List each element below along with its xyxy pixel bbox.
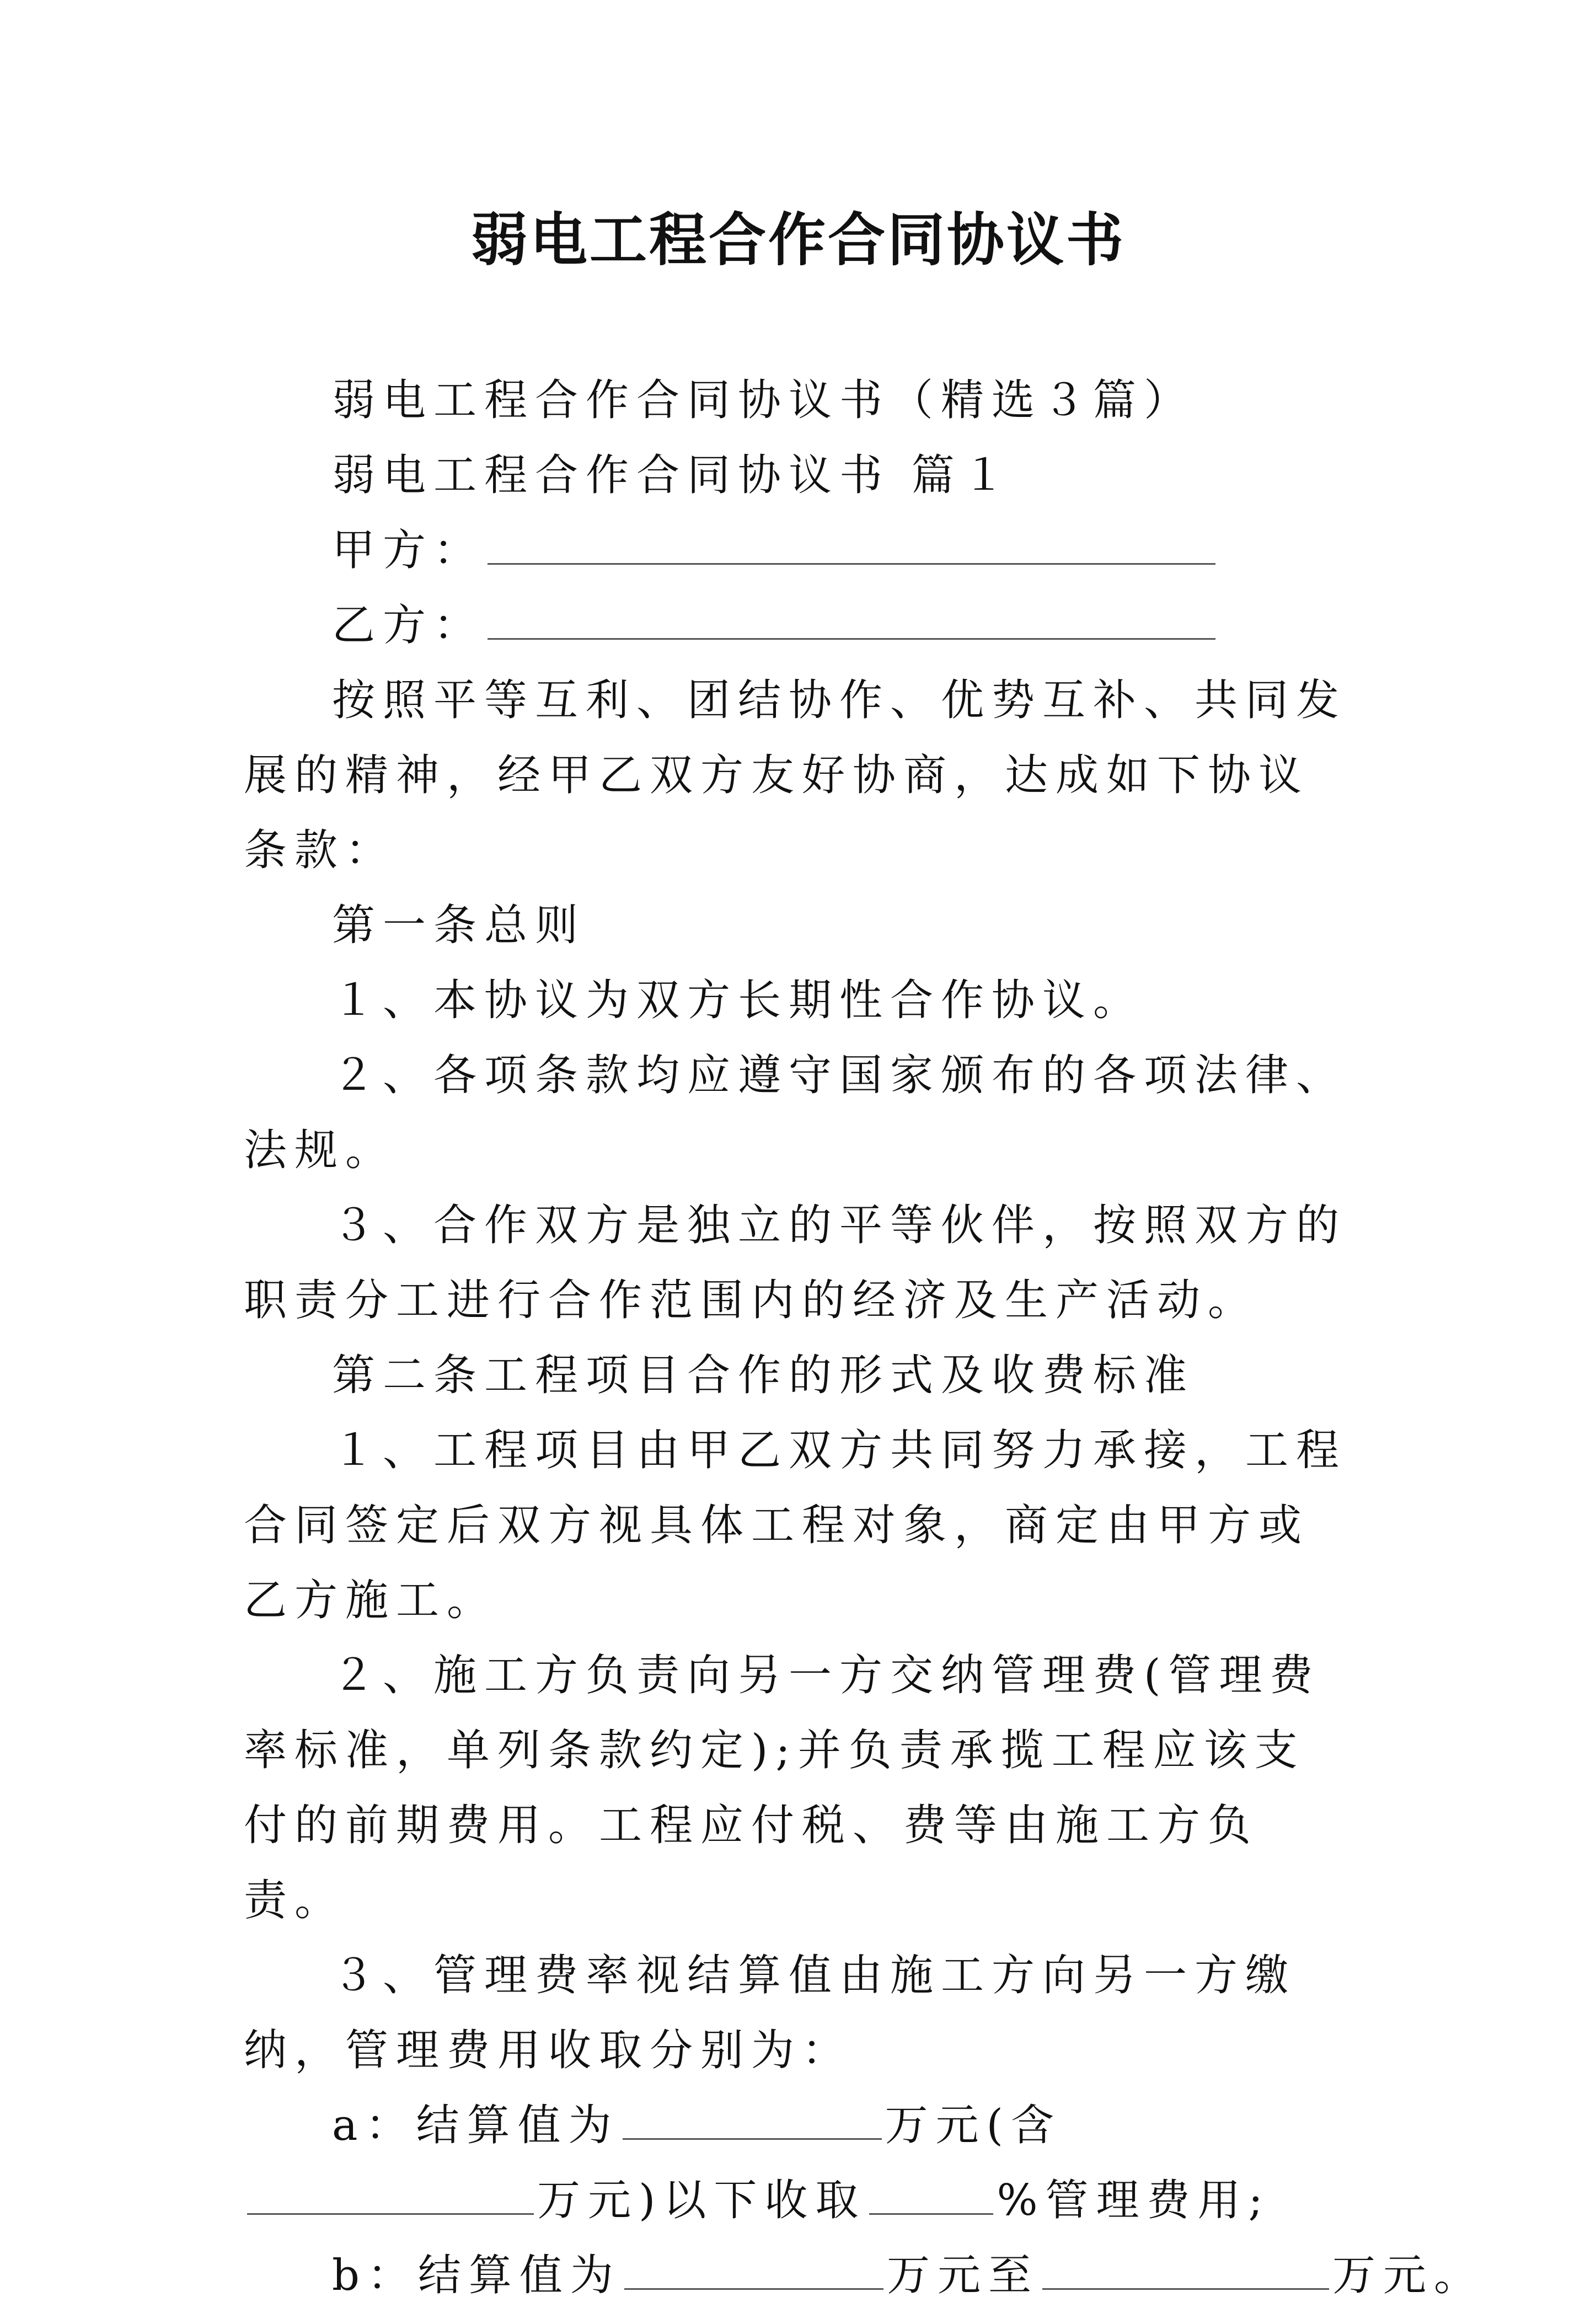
fee-a-tail: %管理费用;: [997, 2176, 1271, 2225]
article-1-item-3: ３、合作双方是独立的平等伙伴，按照双方的职责分工进行合作范围内的经济及生产活动。: [244, 1201, 1347, 1325]
party-b-blank: [488, 604, 1215, 640]
party-b-line: [244, 588, 1352, 663]
fee-b-label: b：结算值为: [332, 2251, 621, 2300]
party-a-blank: [488, 529, 1215, 565]
article-1-item-2: ２、各项条款均应遵守国家颁布的各项法律、法规。: [244, 1051, 1347, 1175]
fee-b-blank-1: [624, 2254, 883, 2290]
fee-b-unit-2: 万元。: [1332, 2251, 1485, 2300]
article-1-item-1: １、本协议为双方长期性合作协议。: [332, 976, 1144, 1025]
fee-tier-a: [244, 2088, 1352, 2238]
fee-a-unit-2: 万元)以下收取: [537, 2176, 866, 2225]
document-title: 弱电工程合作合同协议书: [470, 206, 1126, 274]
article-1-heading: 第一条总则: [332, 901, 586, 950]
article-2-heading: 第二条工程项目合作的形式及收费标准: [332, 1351, 1195, 1400]
fee-a-blank-2: [247, 2179, 534, 2215]
party-b-label: 乙方：: [332, 601, 485, 650]
document-body: [244, 363, 1485, 2313]
intro-paragraph: 按照平等互利、团结协作、优势互补、共同发展的精神，经甲乙双方友好协商，达成如下协议条款：: [244, 676, 1347, 875]
fee-a-blank-1: [623, 2104, 882, 2140]
fee-a-label: a：结算值为: [332, 2101, 619, 2150]
fee-tier-b: [244, 2238, 1485, 2313]
party-a-line: [244, 513, 1352, 588]
article-2-item-1: １、工程项目由甲乙双方共同努力承接，工程合同签定后双方视具体工程对象，商定由甲方或乙方施工。: [244, 1426, 1347, 1625]
subtitle-line: 弱电工程合作合同协议书（精选３篇）: [332, 376, 1195, 425]
fee-a-percent-blank: [869, 2179, 993, 2215]
chapter-heading: 弱电工程合作合同协议书 篇１: [332, 451, 1013, 500]
article-2-item-2: ２、施工方负责向另一方交纳管理费(管理费率标准，单列条款约定);并负责承揽工程应该支付的前期费用。工程应付税、费等由施工方负责。: [244, 1651, 1321, 1925]
party-a-label: 甲方：: [332, 526, 485, 575]
fee-a-unit-1: 万元(含: [885, 2101, 1062, 2150]
fee-b-blank-2: [1042, 2254, 1329, 2290]
fee-b-unit-1: 万元至: [886, 2251, 1039, 2300]
article-2-item-3: ３、管理费率视结算值由施工方向另一方缴纳，管理费用收取分别为：: [244, 1951, 1297, 2075]
